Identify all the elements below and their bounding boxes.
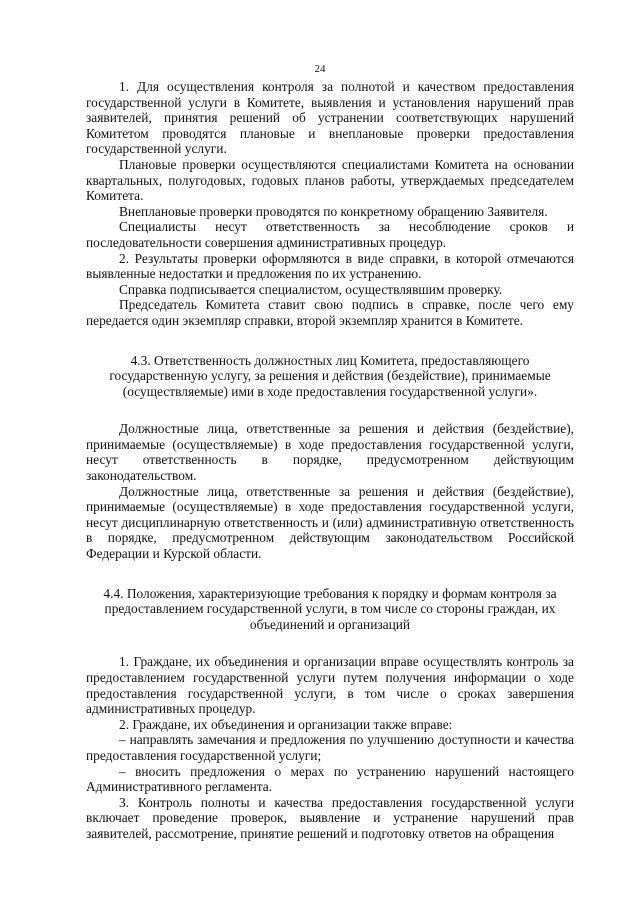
section-heading-4-3: 4.3. Ответственность должностных лиц Комитета, предоставляющего государственную услугу, за решения и действия (бездействие), принимаемые (осуществляемые) ими в ходе предоставления государственной услуги». xyxy=(109,352,551,399)
provisions-paragraph-1: 1. Граждане, их объединения и организации вправе осуществлять контроль за предоставлением государственной услуги путем получения информации о ходе предоставления государственной услуги, в том числе о сроках завершения административных процедур. xyxy=(86,654,574,717)
control-paragraph-5: 2. Результаты проверки оформляются в виде справки, в которой отмечаются выявленные недостатки и предложения по их устранению. xyxy=(86,250,574,282)
provisions-paragraph-2: 2. Граждане, их объединения и организации также вправе: xyxy=(119,716,453,732)
control-paragraph-7: Председатель Комитета ставит свою подпись в справке, после чего ему передается один экземпляр справки, второй экземпляр хранится в Комитете. xyxy=(86,297,574,328)
spacer xyxy=(86,329,574,353)
responsibility-paragraph-1: Должностные лица, ответственные за решения и действия (бездействие), принимаемые (осуществляемые) в ходе предоставления государственной услуги, несут ответственность в порядке, предусмотренном действующим законодательством. xyxy=(86,421,574,484)
provisions-paragraph-5: 3. Контроль полноты и качества предоставления государственной услуги включает проведение проверок, выявление и устранение нарушений прав заявителей, рассмотрение, принятие решений и подготовку ответов на обращения xyxy=(86,794,574,841)
provisions-paragraph-3: – направлять замечания и предложения по улучшению доступности и качества предоставления государственной услуги; xyxy=(86,732,574,763)
spacer xyxy=(86,632,574,654)
provisions-paragraph-4: – вносить предложения о мерах по устранению нарушений настоящего Административного регламента. xyxy=(86,763,574,795)
spacer xyxy=(86,399,574,421)
control-paragraph-6: Справка подписывается специалистом, осуществлявшим проверку. xyxy=(119,281,503,297)
control-paragraph-1: 1. Для осуществления контроля за полнотой и качеством предоставления государственной услуги в Комитете, выявления и установления нарушений прав заявителей, принятия решений об устранении соответствующих нарушений Комитетом проводятся плановые и внеплановые проверки предоставления государственной услуги. xyxy=(86,79,574,157)
control-paragraph-4: Специалисты несут ответственность за несоблюдение сроков и последовательности совершения административных процедур. xyxy=(86,219,574,250)
spacer xyxy=(86,562,574,586)
responsibility-paragraph-2: Должностные лица, ответственные за решения и действия (бездействие), принимаемые (осуществляемые) в ходе предоставления государственной услуги, несут дисциплинарную ответственность и (или) административную ответственность в порядке, предусмотренном действующим законодательством Российской Федерации и Курской области. xyxy=(86,483,574,562)
section-heading-4-4: 4.4. Положения, характеризующие требования к порядку и формам контроля за предоставлением государственной услуги, в том числе со стороны граждан, их объединений и организаций xyxy=(103,585,557,632)
page-content xyxy=(86,79,574,842)
control-paragraph-2: Плановые проверки осуществляются специалистами Комитета на основании квартальных, полугодовых, годовых планов работы, утверждаемых председателем Комитета. xyxy=(86,156,574,204)
control-paragraph-3: Внеплановые проверки проводятся по конкретному обращению Заявителя. xyxy=(119,203,548,219)
page-number: 24 xyxy=(314,63,326,75)
